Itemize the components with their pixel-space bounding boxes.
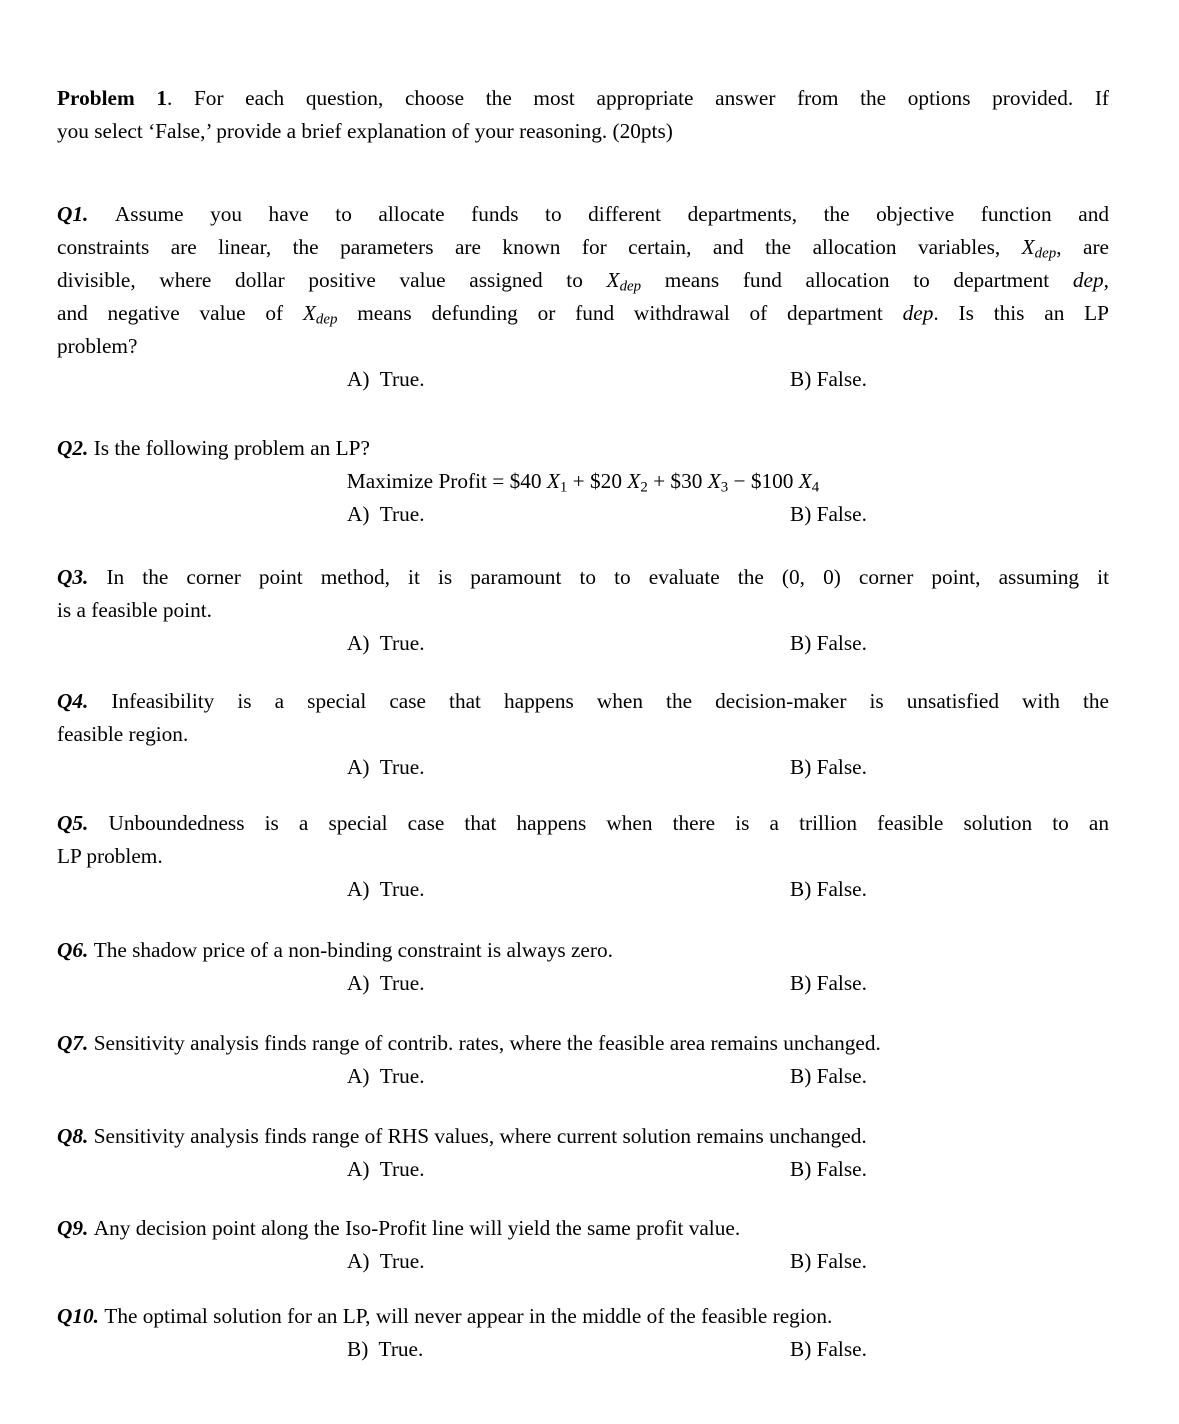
question-q1-text <box>57 198 1109 363</box>
text-segment: dep <box>1072 268 1104 292</box>
question-q1-option-false: B) False. <box>790 367 867 391</box>
question-q9-options <box>57 1245 1109 1278</box>
text-segment: Assume you have to allocate funds to different departments, the objective function and <box>114 202 1109 226</box>
text-segment: Sensitivity analysis finds range of contrib. rates, where the feasible area remains unchanged. <box>93 1031 881 1055</box>
question-q4-option-true: A) True. <box>347 755 425 779</box>
question-q1-option-true: A) True. <box>347 367 425 391</box>
text-segment: + $30 <box>647 469 708 493</box>
question-q2-options <box>57 498 1109 531</box>
text-segment: Q6. <box>57 938 94 962</box>
text-segment: Infeasibility is a special case that happens when the decision-maker is unsatisfied with the <box>111 689 1109 713</box>
text-line <box>57 561 1109 594</box>
question-q3-option-false: B) False. <box>790 631 867 655</box>
text-segment: Problem 1 <box>57 86 167 110</box>
question-q9 <box>57 1212 1109 1278</box>
problem-header <box>57 82 1109 148</box>
question-q6-options <box>57 967 1109 1000</box>
question-q8 <box>57 1120 1109 1186</box>
text-segment: Any decision point along the Iso-Profit line will yield the same profit value. <box>93 1216 741 1240</box>
text-line <box>57 330 1109 363</box>
question-q5 <box>57 807 1109 906</box>
subscript-text: 2 <box>640 479 648 496</box>
question-q1-options <box>57 363 1109 396</box>
text-segment: X <box>707 469 721 493</box>
question-q6-option-false: B) False. <box>790 971 867 995</box>
question-q10 <box>57 1300 1109 1366</box>
question-q7-options <box>57 1060 1109 1093</box>
text-segment: . For each question, choose the most appropriate answer from the options provided. If <box>166 86 1110 110</box>
text-segment: . Is this an LP <box>933 301 1109 325</box>
text-segment: − $100 <box>728 469 799 493</box>
question-q5-option-false: B) False. <box>790 877 867 901</box>
text-line <box>57 840 1109 873</box>
text-segment: X <box>606 268 620 292</box>
question-q9-text <box>57 1212 1109 1245</box>
text-segment: Is the following problem an LP? <box>93 436 370 460</box>
text-segment: Q9. <box>57 1216 94 1240</box>
question-q2 <box>57 432 1109 531</box>
question-q4-text <box>57 685 1109 751</box>
text-segment: Q2. <box>57 436 94 460</box>
text-segment: Q1. <box>57 202 115 226</box>
text-segment: feasible region. <box>57 722 189 746</box>
text-segment: dep <box>902 301 934 325</box>
question-q2-equation <box>57 465 1109 498</box>
text-segment: Q5. <box>57 811 109 835</box>
question-q5-text <box>57 807 1109 873</box>
question-q3-options <box>57 627 1109 660</box>
subscript-text: 1 <box>559 479 568 496</box>
question-q5-options <box>57 873 1109 906</box>
text-line <box>57 432 1109 465</box>
text-segment: The optimal solution for an LP, will never appear in the middle of the feasible region. <box>104 1304 833 1328</box>
question-q4-options <box>57 751 1109 784</box>
question-q3 <box>57 561 1109 660</box>
question-q2-option-false: B) False. <box>790 502 867 526</box>
text-segment: divisible, where dollar positive value assigned to <box>57 268 607 292</box>
question-q10-option-true: B) True. <box>347 1337 424 1361</box>
text-segment: Q4. <box>57 689 112 713</box>
text-line <box>57 264 1109 297</box>
text-segment: , <box>1103 268 1109 292</box>
text-segment: Q8. <box>57 1124 94 1148</box>
question-q1 <box>57 198 1109 396</box>
text-segment: + $20 <box>567 469 628 493</box>
text-segment: X <box>546 469 560 493</box>
text-segment: Q7. <box>57 1031 94 1055</box>
subscript-text: dep <box>1034 245 1057 262</box>
text-line <box>57 685 1109 718</box>
text-segment: The shadow price of a non-binding constraint is always zero. <box>93 938 613 962</box>
text-line <box>57 1027 1109 1060</box>
question-q4 <box>57 685 1109 784</box>
question-q10-option-false: B) False. <box>790 1337 867 1361</box>
text-segment: X <box>302 301 316 325</box>
text-segment: Sensitivity analysis finds range of RHS values, where current solution remains unchanged. <box>93 1124 867 1148</box>
question-q9-option-false: B) False. <box>790 1249 867 1273</box>
problem-header-text <box>57 82 1109 148</box>
question-q6-option-true: A) True. <box>347 971 425 995</box>
text-segment: Q10. <box>57 1304 105 1328</box>
text-line <box>57 1212 1109 1245</box>
text-segment: Q3. <box>57 565 107 589</box>
text-line <box>57 82 1109 115</box>
question-q7-option-true: A) True. <box>347 1064 425 1088</box>
text-segment: is a feasible point. <box>57 598 212 622</box>
text-segment: Maximize Profit = $40 <box>346 469 547 493</box>
text-line <box>57 115 1109 148</box>
question-q3-text <box>57 561 1109 627</box>
text-segment: X <box>798 469 812 493</box>
text-segment: X <box>627 469 641 493</box>
question-q8-option-false: B) False. <box>790 1157 867 1181</box>
text-segment: you select ‘False,’ provide a brief explanation of your reasoning. (20pts) <box>57 119 673 143</box>
question-q6 <box>57 934 1109 1000</box>
question-q8-option-true: A) True. <box>347 1157 425 1181</box>
text-segment: constraints are linear, the parameters are known for certain, and the allocation variables, <box>57 235 1022 259</box>
question-q2-text <box>57 432 1109 465</box>
question-q9-option-true: A) True. <box>347 1249 425 1273</box>
text-segment: means defunding or fund withdrawal of department <box>337 301 903 325</box>
text-line <box>57 1300 1109 1333</box>
text-segment: Unboundedness is a special case that happens when there is a trillion feasible solution to an <box>108 811 1109 835</box>
text-line <box>57 231 1109 264</box>
text-line <box>57 934 1109 967</box>
text-line <box>57 594 1109 627</box>
question-q8-text <box>57 1120 1109 1153</box>
text-line <box>57 718 1109 751</box>
question-q7-text <box>57 1027 1109 1060</box>
question-q5-option-true: A) True. <box>347 877 425 901</box>
subscript-text: dep <box>315 311 338 328</box>
text-line <box>57 1120 1109 1153</box>
question-q2-option-true: A) True. <box>347 502 425 526</box>
text-segment: X <box>1021 235 1035 259</box>
text-segment: LP problem. <box>57 844 163 868</box>
question-q4-option-false: B) False. <box>790 755 867 779</box>
text-segment: problem? <box>57 334 138 358</box>
question-q3-option-true: A) True. <box>347 631 425 655</box>
text-segment: means fund allocation to department <box>641 268 1073 292</box>
question-q8-options <box>57 1153 1109 1186</box>
subscript-text: dep <box>619 278 642 295</box>
subscript-text: 3 <box>720 479 729 496</box>
text-line <box>57 297 1109 330</box>
question-q7-option-false: B) False. <box>790 1064 867 1088</box>
text-segment: , are <box>1056 235 1109 259</box>
text-line <box>57 807 1109 840</box>
subscript-text: 4 <box>811 479 820 496</box>
question-q10-text <box>57 1300 1109 1333</box>
question-q7 <box>57 1027 1109 1093</box>
text-line <box>57 198 1109 231</box>
text-segment: and negative value of <box>57 301 303 325</box>
question-q10-options <box>57 1333 1109 1366</box>
text-segment: In the corner point method, it is paramount to to evaluate the (0, 0) corner point, assuming it <box>106 565 1109 589</box>
question-q6-text <box>57 934 1109 967</box>
